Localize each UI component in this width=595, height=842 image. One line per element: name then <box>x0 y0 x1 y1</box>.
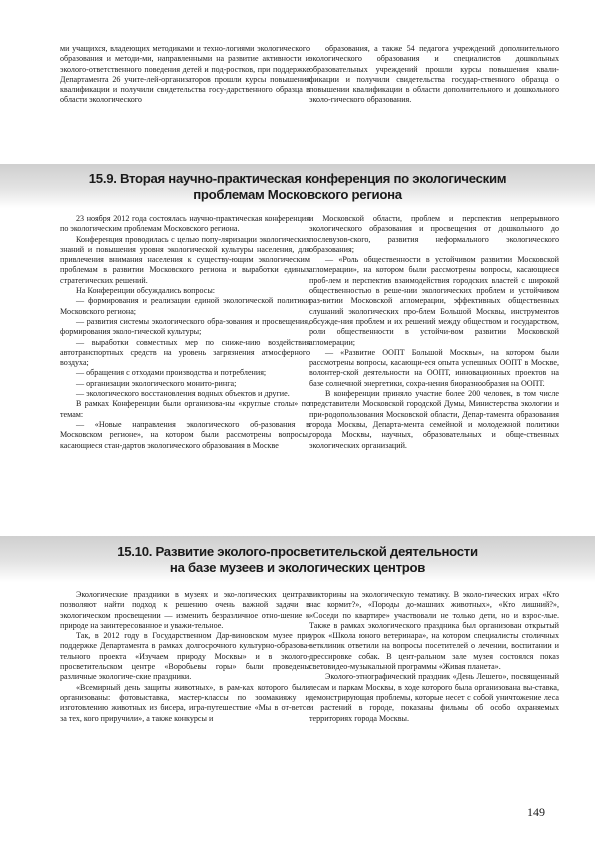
top-right-column <box>309 44 559 106</box>
section2-left-column <box>60 590 310 724</box>
top-left-column <box>60 44 310 106</box>
paragraph: Эколого-этнографический праздник «День Лешего», посвященный лесам и паркам Москвы, в ходе которого была организована вы-ставка, демонстрирующая проблемы, которые несет с собой уничтожение леса и растений в городе, показаны фильмы об особо охраняемых территориях города Москвы. <box>309 672 559 723</box>
paragraph: Экологические праздники в музеях и эко-логических центрах позволяют найти подход к решению очень важной задачи в экологическом просвещении — изменить безразличное отно-шение к природе на заинтересованное и уважи-тельное. <box>60 590 310 630</box>
list-item: — выработки совместных мер по сниже-нию воздействия автотранспортных средств на уровень загрязнения атмосферного воздуха; <box>60 337 310 368</box>
heading-line: проблемам Московского региона <box>193 187 402 202</box>
paragraph: На Конференции обсуждались вопросы: <box>76 286 216 296</box>
section2-right-column <box>309 590 559 724</box>
list-item: — «Роль общественности в устойчивом развитии Московской агломерации», на котором были рассмотрены вопросы, касающиеся проб-лем и перспектив взаимодействия городских властей с широкой общественностью в реше-нии экологических проблем и устойчивом раз-витии Московской агломерации, эффективных общественных слушаний экологических про-блем Большой Москвы, инструментов обсужде-ния проблем и их решений между обществом и государством, роли общественности в устойчи-вом развитии Московской агломерации; <box>309 255 559 347</box>
paragraph: и Московской области, проблем и перспектив непрерывного экологического образования и просвещения от дошкольного до послевузов-ского, развития неформального экологического образования; <box>309 214 559 254</box>
paragraph: викторины на экологическую тематику. В эколо-гических играх «Кто нас кормит?», «Породы до-машних животных», «Кто лишний?», «Соседи по квартире» участвовали не только дети, но и взрос-лые. Также в рамках экологического праздника был организован открытый урок «Школа юного ветеринара», на котором специалисты столичных ветклиник ответили на вопросы посетителей о лечении, воспитании и дрессировке собак. В цент-ральном зале музея состоялся показ световидео-музыкальной программы «Живая планета». <box>309 590 559 672</box>
paragraph: В рамках Конференции были организова-ны «круглые столы» по темам: <box>60 399 310 419</box>
section1-right-column <box>309 214 559 451</box>
section1-left-column <box>60 214 310 451</box>
heading-line: 15.10. Развитие эколого-просветительской деятельности <box>117 544 478 559</box>
section-heading-15-9 <box>60 171 535 203</box>
list-item: — экологического восстановления водных объектов и другие. <box>76 389 290 399</box>
page-number: 149 <box>527 805 545 819</box>
paragraph: В конференции приняло участие более 200 человек, в том числе представители Московской городской Думы, Министерства экологии и при-родопользования Московской области, Депар-тамента образования города Москвы, Департа-мента семейной и молодежной политики города Москвы, научных, образовательных и обще-ственных экологических организаций. <box>309 389 559 450</box>
section-heading-15-10 <box>60 544 535 576</box>
heading-line: на базе музеев и экологических центров <box>169 560 426 575</box>
paragraph: Конференция проводилась с целью попу-ляризации экологических знаний и повышения уровня экологической культуры населения, для привлечения внимания населения к существу-ющим экологическим проблемам в развитии Московского региона и выработки единых стратегических решений. <box>60 234 310 285</box>
paragraph: 23 ноября 2012 года состоялась научно-практическая конференция по экологическим проблемам Московского региона. <box>60 214 310 234</box>
list-item: — развития системы экологического обра-зования и просвещения, формирования эколо-гической культуры; <box>60 316 310 337</box>
paragraph: образования, а также 54 педагога учреждений дополнительного экологического образования и специалистов дошкольных образовательных учреждений прошли курсы повышения квали-фикации и получили свидетельства государ-ственного образца о повышении квалификации в области дополнительного и дошкольного эколо-гического образования. <box>309 44 559 105</box>
list-item: — «Развитие ООПТ Большой Москвы», на котором были рассмотрены вопросы, касающи-еся опыта успешных ООПТ в Москве, волонтер-ской деятельности на ООПТ, инновационных проектов на базе солнечной энергетики, сохра-нения биоразнообразия на ООПТ. <box>309 347 559 388</box>
paragraph: ми учащихся, владеющих методиками и техно-логиями экологического образования и методи-ми, направленными на развитие активности и эколого-ответственного поведения детей и под-ростков, при поддержке Департамента 26 учите-лей-организаторов прошли курсы повышения квалификации и получили свидетельства госу-дарственного образца в области экологического <box>60 44 310 105</box>
paragraph: «Всемирный день защиты животных», в рам-ках которого были организованы: фотовыставка, мастер-классы по зоомакияжу и изготовлению животных из бисера, игра-путешествие «Мы в от-ветсе за тех, кого приручили», а также конкурсы и <box>60 682 310 723</box>
heading-line: 15.9. Вторая научно-практическая конференция по экологическим <box>88 171 507 186</box>
list-item: — формирования и реализации единой экологической политики Московского региона; <box>60 296 310 316</box>
list-item: — организации экологического монито-ринга; <box>76 378 237 388</box>
list-item: — «Новые направления экологического об-разования в Московском регионе», на котором были рассмотрены вопросы, касающиеся стан-дартов экологического образования в Москве <box>60 419 310 450</box>
list-item: — обращения с отходами производства и потребления; <box>76 368 267 378</box>
paragraph: Так, в 2012 году в Государственном Дар-виновском музее при поддержке Департамента в рамках долгосрочного культурно-образова-тельного проекта «Изучаем природу Москвы» и в эколого-просветительском центре «Воробьевы горы» были проведены различные экологиче-ские праздники. <box>60 631 310 682</box>
